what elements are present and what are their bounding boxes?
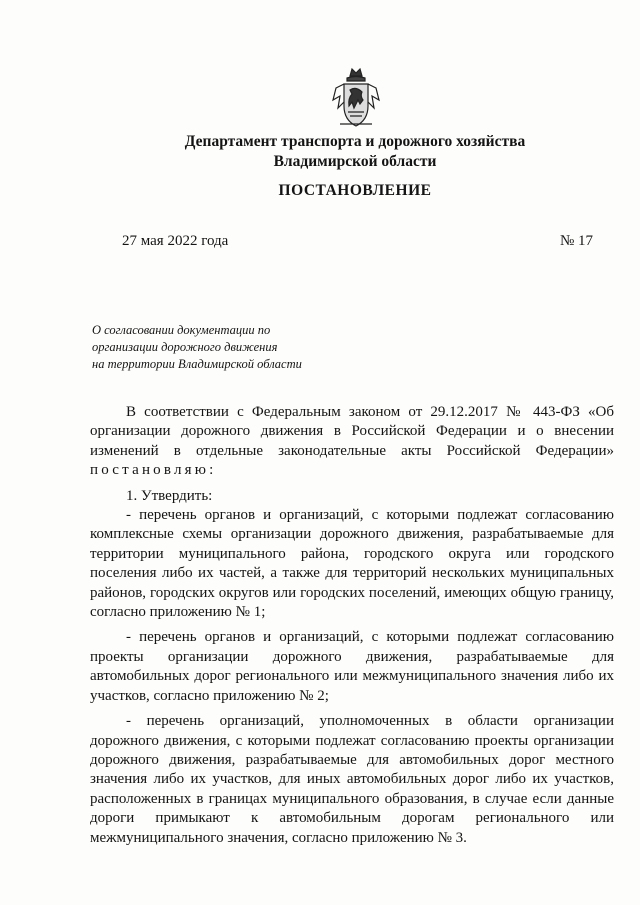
department-name	[120, 132, 590, 172]
item-1-heading: 1. Утвердить:	[126, 487, 213, 504]
department-line-2: Владимирской области	[273, 153, 437, 170]
list-item-2: - перечень органов и организаций, с которыми подлежат согласованию проекты организации дорожного движения, разрабатываемые для автомобильных дорог регионального или межмуниципального значения либо их участков, согласно приложению № 2;	[90, 629, 614, 704]
preamble-text: В соответствии с Федеральным законом от 29.12.2017 № 443-ФЗ «Об организации дорожного движения в Российской Федерации и о внесении изменений в отдельные законодательные акты Российской Федерации»	[90, 404, 614, 459]
coat-of-arms-icon	[330, 66, 382, 130]
document-subject	[92, 322, 372, 373]
document-date: 27 мая 2022 года	[122, 233, 229, 249]
document-number: № 17	[559, 233, 593, 249]
department-line-1: Департамент транспорта и дорожного хозяйства	[184, 133, 526, 150]
document-body	[90, 403, 614, 848]
list-item-3: - перечень организаций, уполномоченных в области организации дорожного движения, с которыми подлежат согласованию проекты организации дорожного движения, разрабатываемые для автомобильных дорог местного значения либо их участков, для иных автомобильных дорог либо их участков, расположенных в границах муниципального образования, в случае если данные дороги примыкают к автомобильным дорогам регионального или межмуниципального значения, согласно приложению № 3.	[90, 713, 614, 846]
list-item-1: - перечень органов и организаций, с которыми подлежат согласованию комплексные схемы организации дорожного движения, разрабатываемые для территории муниципального района, городского округа или городского поселения либо их частей, а также для территорий нескольких муниципальных районов, городских округов или городских поселений, имеющих общую границу, согласно приложению № 1;	[90, 507, 614, 621]
document-type-title: ПОСТАНОВЛЕНИЕ	[278, 182, 432, 199]
preamble-paragraph	[90, 403, 614, 481]
subject-line-1: О согласовании документации по	[92, 323, 271, 337]
subject-line-3: на территории Владимирской области	[92, 357, 302, 371]
resolve-word: постановляю:	[90, 462, 217, 479]
subject-line-2: организации дорожного движения	[92, 340, 278, 354]
